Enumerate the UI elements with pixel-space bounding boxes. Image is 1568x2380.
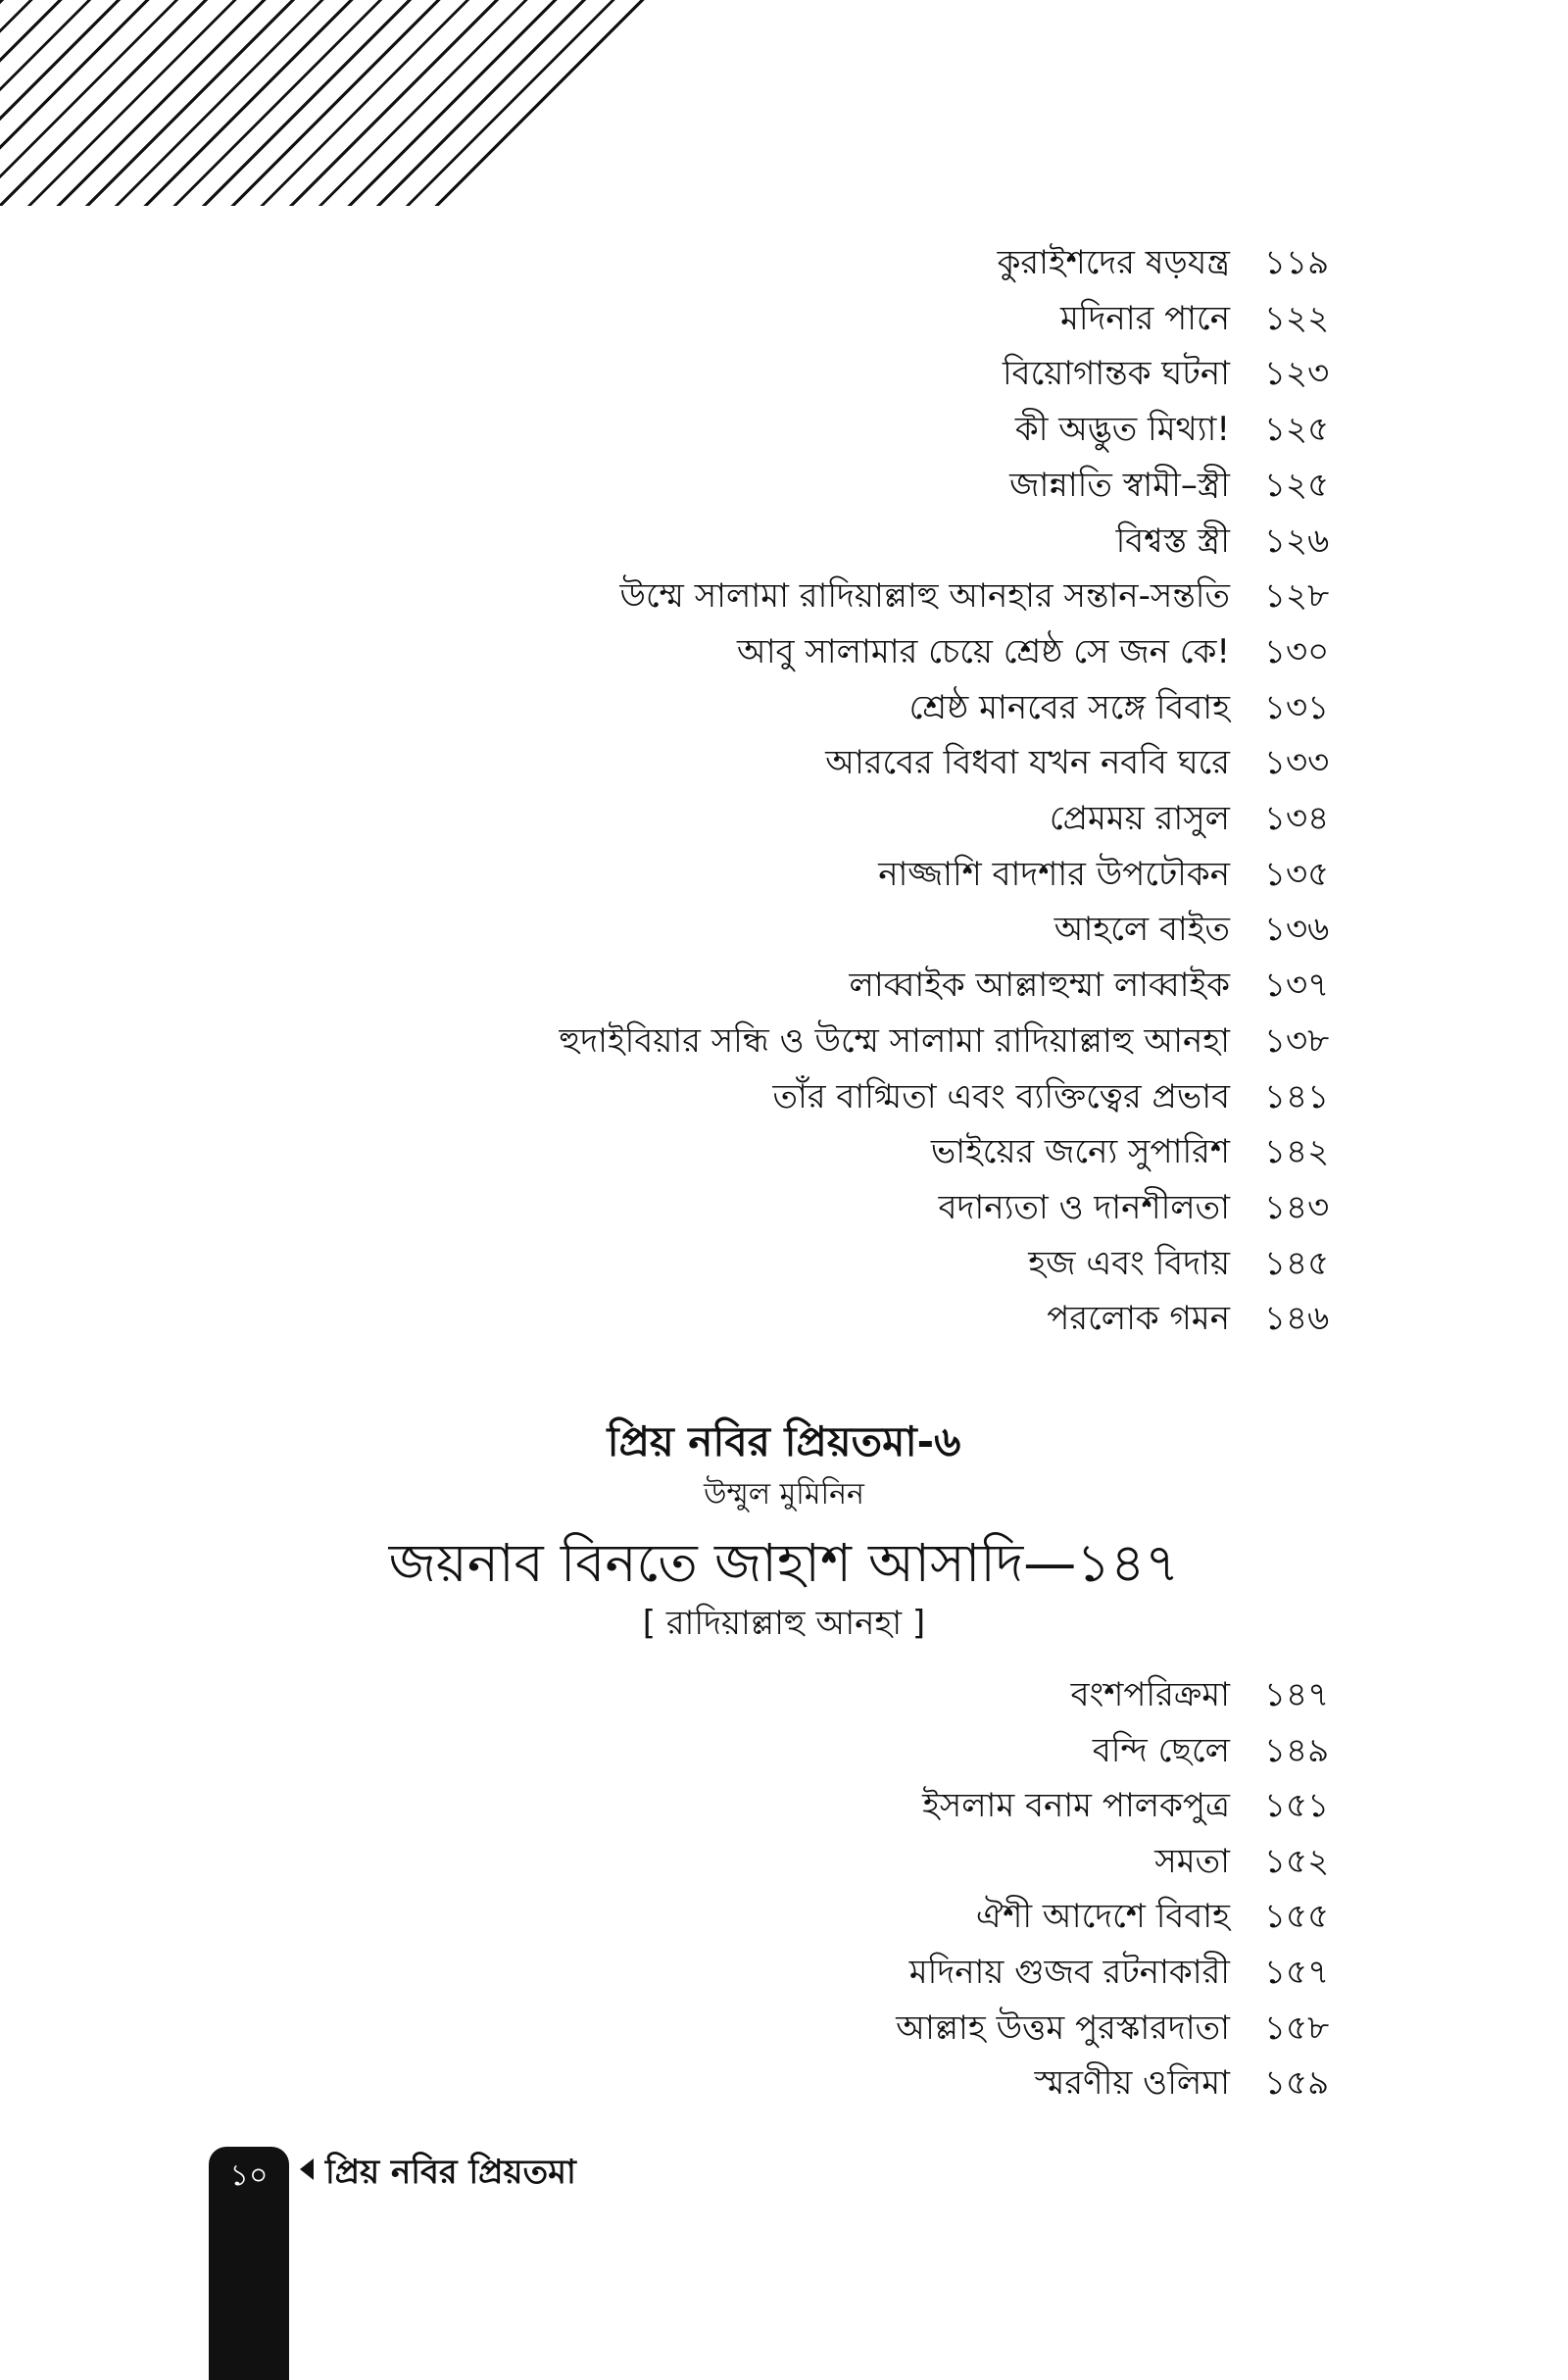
- toc-entry-page: ১২৬: [1264, 521, 1330, 561]
- toc-entry-page: ১২২: [1264, 298, 1330, 338]
- toc-row: [0, 1997, 1568, 2054]
- toc-row: [0, 398, 1568, 455]
- toc-entry-title: কুরাইশদের ষড়যন্ত্র: [997, 243, 1230, 282]
- toc-entry-title: উম্মে সালামা রাদিয়াল্লাহু আনহার সন্তান-সন্ততি: [619, 576, 1230, 617]
- toc-row: [0, 731, 1568, 788]
- toc-entry-title: হজ এবং বিদায়: [1028, 1243, 1230, 1283]
- toc-entry-page: ১২৫: [1264, 465, 1330, 505]
- footer-book-title: প্রিয় নবির প্রিয়তমা: [325, 2153, 576, 2192]
- toc-entry-page: ১৩৩: [1264, 743, 1330, 783]
- toc-entry-page: ১৪৬: [1264, 1299, 1330, 1339]
- toc-entry-title: সমতা: [1154, 1841, 1230, 1881]
- toc-entry-page: ১৪৩: [1264, 1187, 1330, 1227]
- toc-entry-title: নাজ্জাশি বাদশার উপঢৌকন: [878, 854, 1230, 894]
- toc-row: [0, 843, 1568, 900]
- toc-entry-title: তাঁর বাগ্মিতা এবং ব্যক্তিত্বের প্রভাব: [772, 1076, 1230, 1116]
- toc-entry-title: কী অদ্ভুত মিথ্যা!: [1014, 410, 1230, 450]
- toc-entry-page: ১৫৭: [1264, 1953, 1330, 1992]
- toc-row: [0, 620, 1568, 677]
- toc-entry-page: ১২৫: [1264, 410, 1330, 450]
- toc-entry-title: মদিনার পানে: [1059, 298, 1230, 338]
- toc-entry-page: ১৫৮: [1264, 2008, 1330, 2048]
- toc-entry-page: ১৪৭: [1264, 1675, 1330, 1714]
- toc-entry-page: ১৩৮: [1264, 1020, 1330, 1061]
- toc-row: [0, 510, 1568, 567]
- toc-row: [0, 287, 1568, 344]
- toc-entry-title: ভাইয়ের জন্যে সুপারিশ: [930, 1132, 1230, 1172]
- toc-entry-page: ১৩১: [1264, 687, 1330, 727]
- toc-row: [0, 954, 1568, 1011]
- toc-entry-title: আবু সালামার চেয়ে শ্রেষ্ঠ সে জন কে!: [736, 631, 1230, 671]
- toc-row: [0, 454, 1568, 511]
- toc-entry-page: ১৫৯: [1264, 2063, 1330, 2104]
- toc-entry-page: ১৪২: [1264, 1132, 1330, 1172]
- toc-entry-title: বিয়োগান্তক ঘটনা: [1002, 354, 1230, 394]
- toc-row: [0, 1010, 1568, 1066]
- toc-row: [0, 1287, 1568, 1344]
- toc-row: [0, 898, 1568, 955]
- toc-entry-title: বন্দি ছেলে: [1092, 1730, 1230, 1770]
- toc-entry-page: ১১৯: [1264, 243, 1330, 282]
- toc-entry-page: ১৩৭: [1264, 966, 1330, 1006]
- toc-row: [0, 1232, 1568, 1289]
- toc-entry-page: ১৪৯: [1264, 1730, 1330, 1770]
- toc-entry-page: ১৫২: [1264, 1841, 1330, 1881]
- section-subtitle: উম্মুল মুমিনিন: [704, 1477, 864, 1512]
- toc-entry-page: ১২৩: [1264, 354, 1330, 394]
- toc-row: [0, 342, 1568, 399]
- toc-row: [0, 787, 1568, 844]
- toc-entry-title: পরলোক গমন: [1047, 1299, 1230, 1339]
- footer-arrow-icon: [300, 2158, 314, 2180]
- toc-entry-title: আল্লাহ উত্তম পুরস্কারদাতা: [896, 2008, 1230, 2048]
- section-series-title: প্রিয় নবির প্রিয়তমা-৬: [607, 1417, 961, 1465]
- footer-page-number: ১০: [229, 2158, 269, 2193]
- toc-entry-title: লাব্বাইক আল্লাহুম্মা লাব্বাইক: [849, 966, 1230, 1006]
- toc-entry-title: আরবের বিধবা যখন নববি ঘরে: [825, 743, 1230, 783]
- toc-row: [0, 2052, 1568, 2108]
- toc-entry-title: মদিনায় গুজব রটনাকারী: [908, 1953, 1230, 1992]
- toc-entry-page: ১২৮: [1264, 576, 1330, 617]
- toc-row: [0, 1120, 1568, 1177]
- toc-entry-title: জান্নাতি স্বামী–স্ত্রী: [1009, 465, 1230, 505]
- toc-row: [0, 1176, 1568, 1233]
- section-title: জয়নাব বিনতে জাহাশ আসাদি—১৪৭: [388, 1532, 1180, 1594]
- toc-entry-title: প্রেমময় রাসুল: [1049, 799, 1230, 838]
- section-honorific: [ রাদিয়াল্লাহু আনহা ]: [642, 1604, 926, 1643]
- toc-row: [0, 676, 1568, 733]
- toc-entry-page: ১৫১: [1264, 1786, 1330, 1826]
- toc-row: [0, 1066, 1568, 1122]
- toc-entry-page: ১৩৫: [1264, 854, 1330, 894]
- toc-entry-title: ইসলাম বনাম পালকপুত্র: [922, 1786, 1230, 1826]
- toc-entry-title: স্মরণীয় ওলিমা: [1034, 2063, 1230, 2104]
- toc-entry-title: বদান্যতা ও দানশীলতা: [938, 1187, 1230, 1227]
- toc-entry-title: বিশ্বস্ত স্ত্রী: [1115, 521, 1230, 561]
- toc-row: [0, 565, 1568, 621]
- toc-entry-page: ১৩৬: [1264, 910, 1330, 950]
- toc-entry-title: বংশপরিক্রমা: [1070, 1675, 1230, 1714]
- toc-row: [0, 1885, 1568, 1942]
- toc-entry-page: ১৩০: [1264, 631, 1330, 671]
- toc-entry-title: ঐশী আদেশে বিবাহ: [975, 1897, 1230, 1937]
- toc-row: [0, 1774, 1568, 1831]
- corner-stripe-pattern: [0, 0, 666, 206]
- toc-row: [0, 231, 1568, 288]
- toc-entry-page: ১৪৫: [1264, 1243, 1330, 1283]
- toc-row: [0, 1941, 1568, 1998]
- toc-entry-title: আহলে বাইত: [1054, 910, 1230, 950]
- toc-row: [0, 1663, 1568, 1720]
- toc-entry-title: হুদাইবিয়ার সন্ধি ও উম্মে সালামা রাদিয়াল্লাহু আনহা: [559, 1020, 1230, 1061]
- toc-entry-title: শ্রেষ্ঠ মানবের সঙ্গে বিবাহ: [908, 687, 1230, 727]
- toc-entry-page: ১৫৫: [1264, 1897, 1330, 1937]
- toc-row: [0, 1719, 1568, 1776]
- toc-entry-page: ১৪১: [1264, 1076, 1330, 1116]
- toc-row: [0, 1830, 1568, 1887]
- toc-entry-page: ১৩৪: [1264, 799, 1330, 838]
